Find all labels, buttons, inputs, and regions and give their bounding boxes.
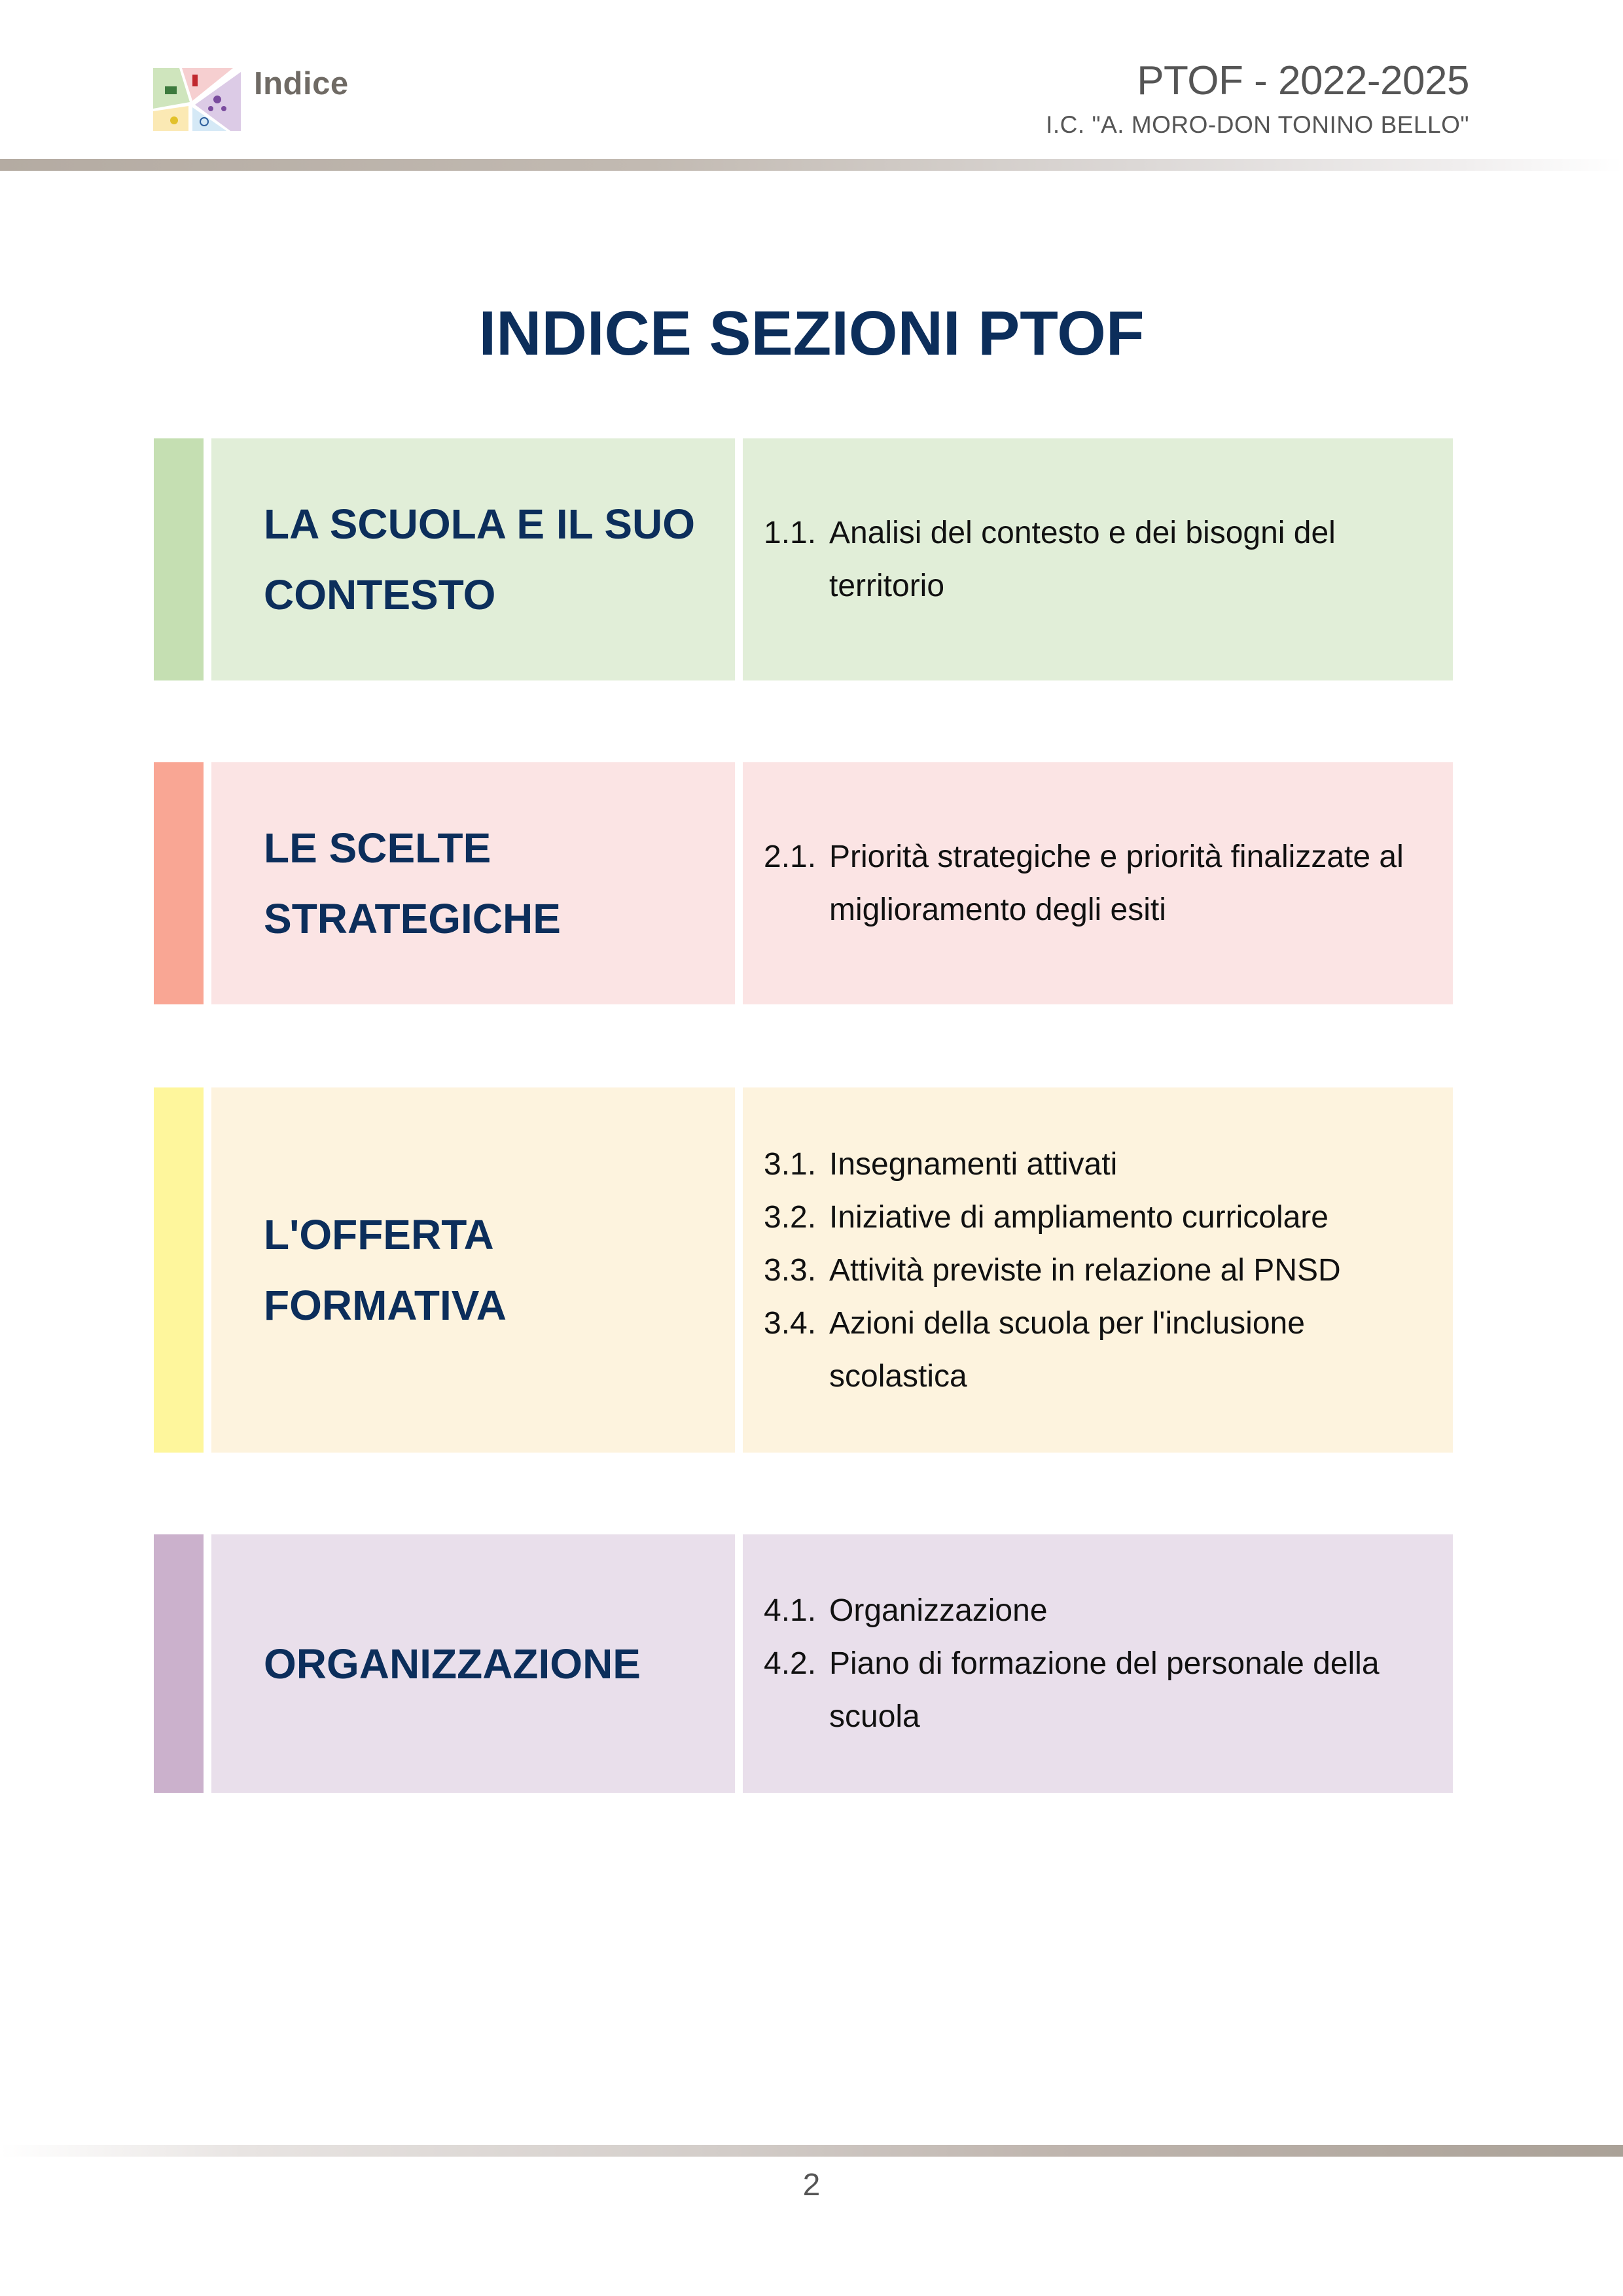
toc-item[interactable] <box>764 506 1440 612</box>
section-items-cell <box>743 1087 1453 1453</box>
toc-item-text: Piano di formazione del personale della scuola <box>829 1646 1380 1734</box>
section-accent-bar <box>154 438 204 680</box>
section-accent-bar <box>154 762 204 1004</box>
ptof-sections-logo-icon <box>153 68 241 131</box>
section-title-line: L'OFFERTA <box>264 1211 494 1258</box>
toc-item-text: Insegnamenti attivati <box>829 1146 1118 1182</box>
header-section-label: Indice <box>254 66 349 101</box>
toc-item-text: Iniziative di ampliamento curricolare <box>829 1199 1329 1235</box>
toc-item[interactable] <box>764 1244 1440 1297</box>
toc-item[interactable] <box>764 1138 1440 1191</box>
section-title-link[interactable] <box>264 489 695 630</box>
header-divider <box>0 159 1623 171</box>
toc-item-text: Analisi del contesto e dei bisogni del territorio <box>829 516 1336 603</box>
section-title-cell <box>211 438 735 680</box>
section-items-cell <box>743 762 1453 1004</box>
section-title-cell <box>211 762 735 1004</box>
section-title-line: CONTESTO <box>264 571 496 618</box>
document-title: PTOF - 2022-2025 <box>1137 58 1469 103</box>
section-title-line: ORGANIZZAZIONE <box>264 1640 641 1687</box>
toc-item-text: Priorità strategiche e priorità finalizzate al miglioramento degli esiti <box>829 839 1404 927</box>
school-name: I.C. "A. MORO-DON TONINO BELLO" <box>1046 111 1469 138</box>
toc-section-2 <box>154 762 1453 1004</box>
toc-item-number: 1.1. <box>764 516 817 550</box>
toc-item-text: Azioni della scuola per l'inclusione scolastica <box>829 1305 1305 1394</box>
section-title-link[interactable] <box>264 1199 507 1341</box>
toc-item[interactable] <box>764 1584 1440 1637</box>
section-items-cell <box>743 438 1453 680</box>
section-accent-bar <box>154 1534 204 1793</box>
section-title-link[interactable] <box>264 1629 641 1699</box>
toc-item-number: 3.1. <box>764 1146 817 1182</box>
toc-item[interactable] <box>764 1297 1440 1403</box>
section-title-line: LE SCELTE <box>264 824 491 872</box>
page-title: INDICE SEZIONI PTOF <box>478 298 1145 368</box>
toc-item-number: 3.2. <box>764 1199 817 1235</box>
toc-item-number: 2.1. <box>764 839 817 874</box>
toc-item[interactable] <box>764 830 1440 936</box>
toc-item-text: Attività previste in relazione al PNSD <box>829 1252 1341 1288</box>
section-title-link[interactable] <box>264 813 561 954</box>
toc-section-3 <box>154 1087 1453 1453</box>
toc-item[interactable] <box>764 1637 1440 1743</box>
toc-item-text: Organizzazione <box>829 1593 1048 1628</box>
section-title-line: FORMATIVA <box>264 1282 507 1329</box>
section-title-line: STRATEGICHE <box>264 895 561 942</box>
section-title-cell <box>211 1534 735 1793</box>
section-items-cell <box>743 1534 1453 1793</box>
section-title-cell <box>211 1087 735 1453</box>
toc-item[interactable] <box>764 1191 1440 1244</box>
toc-section-1 <box>154 438 1453 680</box>
section-accent-bar <box>154 1087 204 1453</box>
page-number: 2 <box>802 2168 821 2202</box>
toc-item-number: 4.1. <box>764 1593 817 1628</box>
toc-item-number: 3.3. <box>764 1252 817 1288</box>
toc-section-4 <box>154 1534 1453 1793</box>
footer-divider <box>0 2145 1623 2157</box>
section-title-line: LA SCUOLA E IL SUO <box>264 501 695 548</box>
toc-item-number: 4.2. <box>764 1646 817 1681</box>
toc-item-number: 3.4. <box>764 1305 817 1341</box>
